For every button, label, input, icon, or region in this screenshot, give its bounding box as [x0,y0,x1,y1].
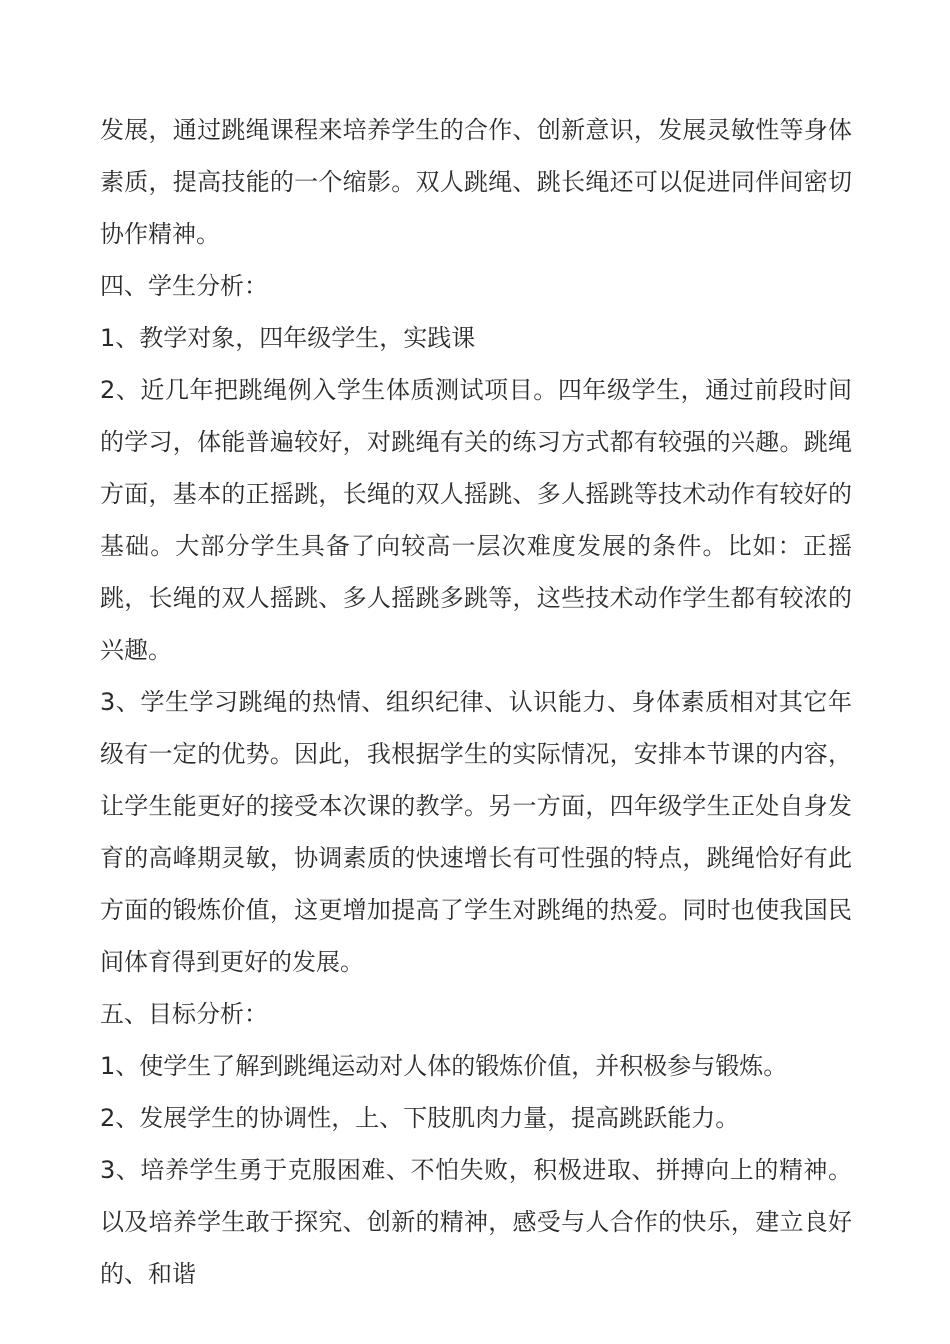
list-item-goal-1: 1、使学生了解到跳绳运动对人体的锻炼价值，并积极参与锻炼。 [100,1052,788,1080]
list-item-fitness-test: 2、近几年把跳绳例入学生体质测试项目。四年级学生，通过前段时间的学习，体能普遍较好，对跳绳有关的练习方式都有较强的兴趣。跳绳方面，基本的正摇跳，长绳的双人摇跳、多人摇跳等技术动作有较好的基础。大部分学生具备了向较高一层次难度发展的条件。比如：正摇跳，长绳的双人摇跳、多人摇跳多跳等，这些技术动作学生都有较浓的兴趣。 [100,376,852,664]
paragraph-intro-continuation: 发展，通过跳绳课程来培养学生的合作、创新意识，发展灵敏性等身体素质，提高技能的一个缩影。双人跳绳、跳长绳还可以促进同伴间密切协作精神。 [100,116,852,248]
section-heading-student-analysis: 四、学生分析： [100,272,268,300]
list-item-goal-2: 2、发展学生的协调性，上、下肢肌肉力量，提高跳跃能力。 [100,1104,740,1132]
list-item-student-advantages: 3、学生学习跳绳的热情、组织纪律、认识能力、身体素质相对其它年级有一定的优势。因此，我根据学生的实际情况，安排本节课的内容，让学生能更好的接受本次课的教学。另一方面，四年级学生正处自身发育的高峰期灵敏，协调素质的快速增长有可性强的特点，跳绳恰好有此方面的锻炼价值，这更增加提高了学生对跳绳的热爱。同时也使我国民间体育得到更好的发展。 [100,688,852,976]
section-heading-goal-analysis: 五、目标分析： [100,1000,268,1028]
document-body [100,104,852,1300]
list-item-goal-3: 3、培养学生勇于克服困难、不怕失败，积极进取、拼搏向上的精神。以及培养学生敢于探究、创新的精神，感受与人合作的快乐，建立良好的、和谐 [100,1156,852,1288]
list-item-teaching-target: 1、教学对象，四年级学生，实践课 [100,324,476,352]
